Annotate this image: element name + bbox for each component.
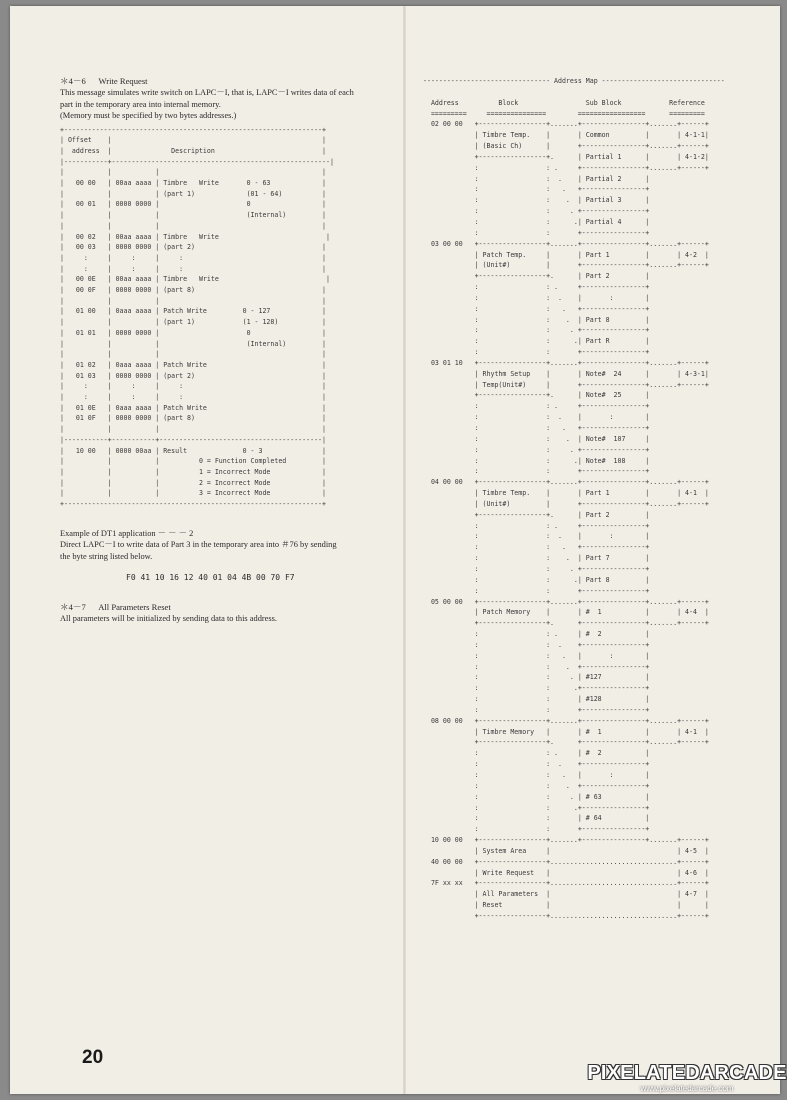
left-column bbox=[60, 76, 400, 625]
page-number: 20 bbox=[82, 1047, 104, 1068]
section-4-6-para-line: (Memory must be specified by two bytes addresses.) bbox=[60, 111, 237, 120]
write-request-table: +-----------------------------------------------------------------+ | Offset | | | address | Description | |-----------+-------------------------------------------------------| | | | | | 00 00 | 00aa aaaa | Timbre Write 0 - 63 | | | | (part 1) (01 - 64) | | 00 01 | 0000 0000 | 0 | | | | (Internal) | | | | | | 00 02 | 00aa aaaa | Timbre Write | | 00 03 | 0000 0000 | (part 2) | | : | : | : | | : | : | : | | 00 0E | 00aa aaaa | Timbre Write | | 00 0F | 0000 0000 | (part 8) | | | | | | 01 00 | 0aaa aaaa | Patch Write 0 - 127 | | | | (part 1) (1 - 128) | | 01 01 | 0000 0000 | 0 | | | | (Internal) | | | | | | 01 02 | 0aaa aaaa | Patch Write | | 01 03 | 0000 0000 | (part 2) | | : | : | : | | : | : | : | | 01 0E | 0aaa aaaa | Patch Write | | 01 0F | 0000 0000 | (part 8) | | | | | |-----------+-----------+-----------------------------------------| | 10 00 | 0000 00aa | Result 0 - 3 | | | | 0 = Function Completed | | | | 1 = Incorrect Mode | | | | 2 = Incorrect Mode | | | | 3 = Incorrect Mode | +-----------------------------------------------------------------+ bbox=[60, 125, 334, 509]
manual-page bbox=[10, 6, 780, 1094]
section-4-7-heading: ＊4－7 All Parameters Reset bbox=[60, 602, 171, 613]
address-map: -------------------------------- Address Map ------------------------------- Address Block Sub Block Reference ========= =============== ================= ========= 02 00 00 +-----------------+.......+----------------+.......+------+ | Timbre Temp. | | Common | | 4-1-1| | (Basic Ch) | +----------------+.......+------+ +-----------------+. | Partial 1 | | 4-1-2| : : . +----------------+.......+------+ : : . | Partial 2 | : : . +----------------+ : : . | Partial 3 | : : . +----------------+ : : .| Partial 4 | : : +----------------+ 03 00 00 +-----------------+.......+----------------+.......+------+ | Patch Temp. | | Part 1 | | 4-2 | | (Unit#) | +----------------+.......+------+ +-----------------+. | Part 2 | : : . +----------------+ : : . | : | : : . +----------------+ : : . | Part 8 | : : . +----------------+ : : .| Part R | : : +----------------+ 03 01 10 +-----------------+.......+----------------+.......+------+ | Rhythm Setup | | Note# 24 | | 4-3-1| | Temp(Unit#) | +----------------+.......+------+ +-----------------+. | Note# 25 | : : . +----------------+ : : . | : | : : . +----------------+ : : . | Note# 107 | : : . +----------------+ : : .| Note# 108 | : : +----------------+ 04 00 00 +-----------------+.......+----------------+.......+------+ | Timbre Temp. | | Part 1 | | 4-1 | | (Unit#) | +----------------+.......+------+ +-----------------+. | Part 2 | : : . +----------------+ : : . | : | : : . +----------------+ : : . | Part 7 | : : . +----------------+ : : .| Part 8 | : : +----------------+ 05 00 00 +-----------------+.......+----------------+.......+------+ | Patch Memory | | # 1 | | 4-4 | +-----------------+. +----------------+.......+------+ : : . | # 2 | : : . +----------------+ : : . | : | : : . +----------------+ : : . | #127 | : : .+----------------+ : : | #128 | : : +----------------+ 08 00 00 +-----------------+.......+----------------+.......+------+ | Timbre Memory | | # 1 | | 4-1 | +-----------------+. +----------------+.......+------+ : : . | # 2 | : : . +----------------+ : : . | : | : : . +----------------+ : : . | # 63 | : : .+----------------+ : : | # 64 | : : +----------------+ 10 00 00 +-----------------+.......+----------------+.......+------+ | System Area | | 4-5 | 40 00 00 +-----------------+................................+------+ | Write Request | | 4-6 | 7F xx xx +-----------------+................................+------+ | All Parameters | | 4-7 | | Reset | | | +-----------------+................................+------+ bbox=[423, 77, 725, 920]
page-fold bbox=[403, 6, 406, 1094]
watermark bbox=[587, 1062, 787, 1094]
watermark-url: www.pixelatedarcade.com bbox=[640, 1084, 734, 1093]
section-4-6-heading: ＊4－6 Write Request bbox=[60, 76, 148, 86]
byte-string: F0 41 10 16 12 40 01 04 4B 00 70 F7 bbox=[126, 573, 295, 583]
section-4-6-para-line: part in the temporary area into internal memory. bbox=[60, 99, 221, 109]
right-column bbox=[423, 76, 725, 922]
example-para-line: the byte string listed below. bbox=[60, 551, 153, 561]
section-4-6-para-line: This message simulates write switch on LAPC－I, that is, LAPC－I writes data of each bbox=[60, 88, 354, 97]
section-4-7-para: All parameters will be initialized by sending data to this address. bbox=[60, 614, 277, 624]
watermark-logo: PIXELATEDARCADE bbox=[587, 1062, 787, 1084]
example-title: Example of DT1 application － － － 2 bbox=[60, 528, 194, 538]
example-para-line: Direct LAPC－I to write data of Part 3 in the temporary area into ＃76 by sending bbox=[60, 540, 337, 550]
